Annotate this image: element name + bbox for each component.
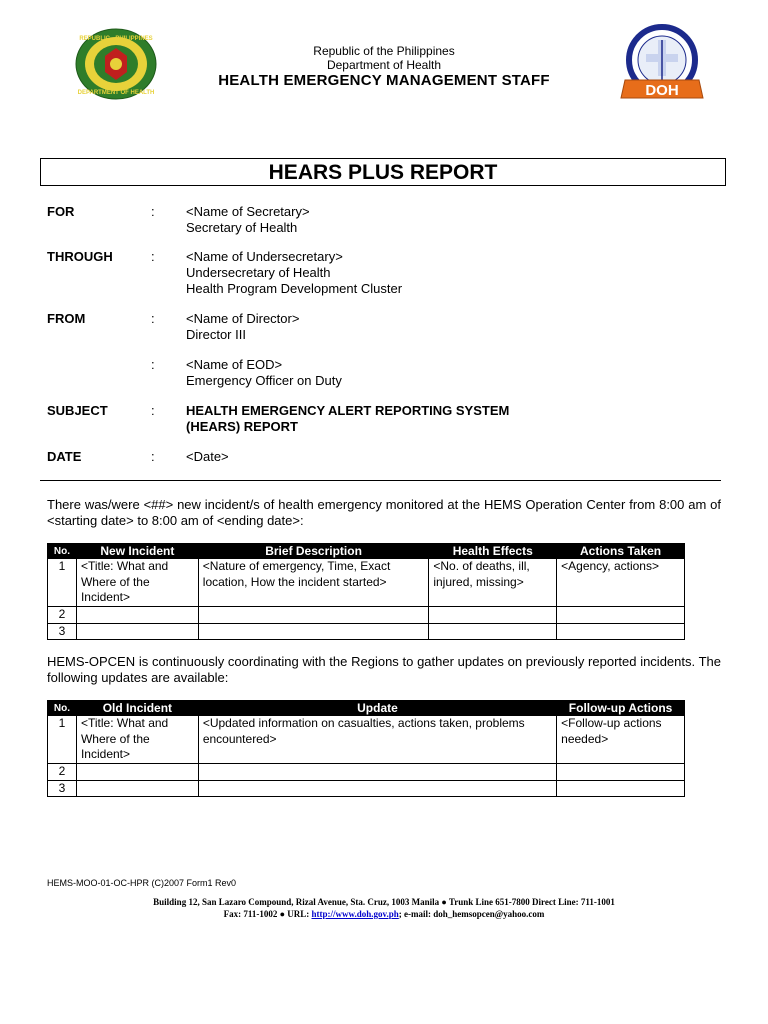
date-value: <Date> xyxy=(186,449,229,464)
doh-url-link[interactable]: http://www.doh.gov.ph xyxy=(311,909,399,919)
table-cell: 3 xyxy=(48,780,77,797)
table-cell: <Title: What and Where of the Incident> xyxy=(76,716,198,764)
table-cell xyxy=(76,607,198,624)
date-colon: : xyxy=(151,449,155,464)
table-cell xyxy=(198,623,429,640)
table-cell xyxy=(557,623,685,640)
svg-text:DEPARTMENT OF HEALTH: DEPARTMENT OF HEALTH xyxy=(77,90,155,96)
col-header-update: Update xyxy=(198,701,556,716)
table-cell: <No. of deaths, ill, injured, missing> xyxy=(429,559,557,607)
for-name: <Name of Secretary> xyxy=(186,204,310,219)
svg-text:DOH: DOH xyxy=(645,82,679,99)
for-value xyxy=(186,204,310,236)
table-cell xyxy=(76,764,198,781)
svg-text:REPUBLIC · PHILIPPINES: REPUBLIC · PHILIPPINES xyxy=(79,36,153,42)
table-cell xyxy=(557,607,685,624)
table-cell: <Updated information on casualties, actions taken, problems encountered> xyxy=(198,716,556,764)
header-department: Department of Health xyxy=(326,58,442,72)
col-header-old-incident: Old Incident xyxy=(76,701,198,716)
date-label: DATE xyxy=(47,449,82,464)
form-code: HEMS-MOO-01-OC-HPR (C)2007 Form1 Rev0 xyxy=(47,878,237,888)
col-header-actions-taken: Actions Taken xyxy=(557,544,685,559)
eod-name: <Name of EOD> xyxy=(186,357,283,372)
eod-value xyxy=(186,357,342,389)
table-row xyxy=(48,764,685,781)
table-cell xyxy=(198,607,429,624)
table-cell xyxy=(76,780,198,797)
for-position: Secretary of Health xyxy=(186,220,298,235)
from-position: Director III xyxy=(186,327,246,342)
updates-table xyxy=(47,700,685,797)
table-cell xyxy=(429,607,557,624)
table-cell: 1 xyxy=(48,716,77,764)
eod-position: Emergency Officer on Duty xyxy=(186,373,342,388)
table-cell: 2 xyxy=(48,607,77,624)
table-cell: 2 xyxy=(48,764,77,781)
for-label: FOR xyxy=(47,204,75,219)
table-cell xyxy=(557,780,685,797)
through-name: <Name of Undersecretary> xyxy=(186,249,343,264)
table-row xyxy=(48,607,685,624)
eod-colon: : xyxy=(151,357,155,372)
col-header-health-effects: Health Effects xyxy=(429,544,557,559)
col-header-follow-up-actions: Follow-up Actions xyxy=(557,701,685,716)
table-cell xyxy=(198,764,556,781)
divider xyxy=(40,480,721,481)
footer-email: ; e-mail: doh_hemsopcen@yahoo.com xyxy=(398,909,545,919)
footer-address-line-1: Building 12, San Lazaro Compound, Rizal Avenue, Sta. Cruz, 1003 Manila ● Trunk Line 651-7800 Direct Line: 711-1001 xyxy=(153,897,615,907)
table-cell xyxy=(557,764,685,781)
table-cell: <Follow-up actions needed> xyxy=(557,716,685,764)
table-cell xyxy=(198,780,556,797)
from-name: <Name of Director> xyxy=(186,311,300,326)
update-paragraph: HEMS-OPCEN is continuously coordinating with the Regions to gather updates on previously reported incidents. The following updates are available: xyxy=(47,654,721,685)
intro-paragraph: There was/were <##> new incident/s of health emergency monitored at the HEMS Operation Center from 8:00 am of <starting date> to 8:00 am of <ending date>: xyxy=(47,497,721,528)
footer-address-line-2 xyxy=(0,909,768,919)
table-cell xyxy=(76,623,198,640)
subject-line-2: (HEARS) REPORT xyxy=(186,419,298,434)
from-value xyxy=(186,311,299,343)
table-header-row xyxy=(48,701,685,716)
table-cell: <Title: What and Where of the Incident> xyxy=(76,559,198,607)
through-cluster: Health Program Development Cluster xyxy=(186,281,403,296)
through-position: Undersecretary of Health xyxy=(186,265,331,280)
col-header-new-incident: New Incident xyxy=(76,544,198,559)
table-row xyxy=(48,559,685,607)
from-label: FROM xyxy=(47,311,86,326)
new-incidents-table xyxy=(47,543,685,640)
table-cell: <Agency, actions> xyxy=(557,559,685,607)
through-label: THROUGH xyxy=(47,249,113,264)
subject-colon: : xyxy=(151,403,155,418)
report-title: HEARS PLUS REPORT xyxy=(40,158,726,186)
col-header-brief-description: Brief Description xyxy=(198,544,429,559)
for-colon: : xyxy=(151,204,155,219)
col-header-no: No. xyxy=(48,701,77,716)
subject-line-1: HEALTH EMERGENCY ALERT REPORTING SYSTEM xyxy=(186,403,510,418)
subject-label: SUBJECT xyxy=(47,403,108,418)
subject-value xyxy=(186,403,509,435)
table-row xyxy=(48,623,685,640)
table-header-row xyxy=(48,544,685,559)
table-row xyxy=(48,780,685,797)
header-office: HEALTH EMERGENCY MANAGEMENT STAFF xyxy=(218,72,550,89)
table-cell xyxy=(429,623,557,640)
footer-fax-label: Fax: 711-1002 ● URL: xyxy=(223,909,312,919)
table-cell: 3 xyxy=(48,623,77,640)
table-cell: <Nature of emergency, Time, Exact location, How the incident started> xyxy=(198,559,429,607)
table-row xyxy=(48,716,685,764)
table-cell: 1 xyxy=(48,559,77,607)
through-value xyxy=(186,249,402,297)
from-colon: : xyxy=(151,311,155,326)
header-country: Republic of the Philippines xyxy=(313,44,455,58)
col-header-no: No. xyxy=(48,544,77,559)
through-colon: : xyxy=(151,249,155,264)
